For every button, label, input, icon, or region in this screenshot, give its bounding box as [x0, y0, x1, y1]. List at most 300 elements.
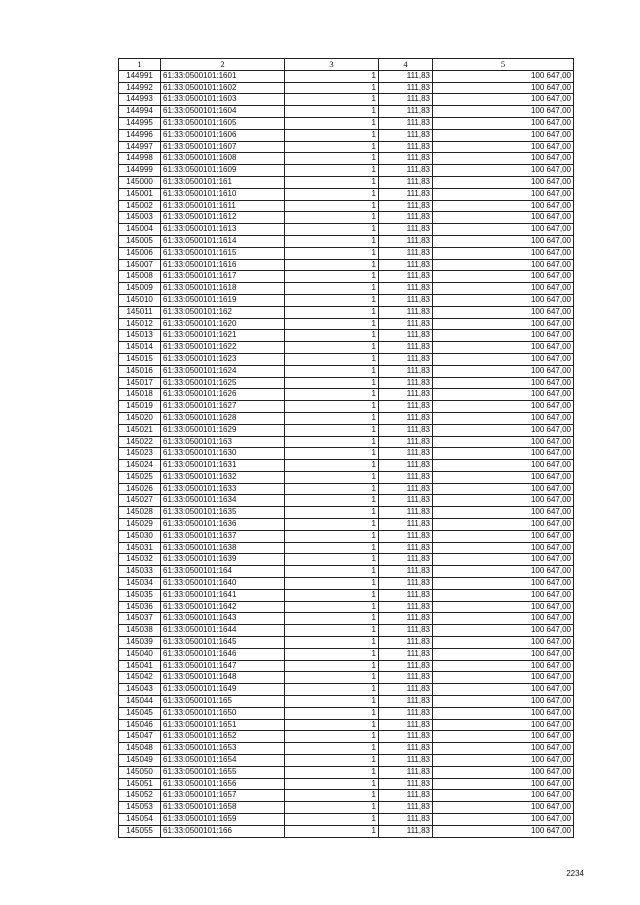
value-cell: 100 647,00: [433, 507, 574, 519]
cadastral-number-cell: 61:33:0500101:161: [161, 176, 285, 188]
area-cell: 111,83: [379, 648, 433, 660]
table-row: [119, 353, 574, 365]
quantity-cell: 1: [285, 483, 379, 495]
area-cell: 111,83: [379, 507, 433, 519]
quantity-cell: 1: [285, 165, 379, 177]
cadastral-number-cell: 61:33:0500101:163: [161, 436, 285, 448]
quantity-cell: 1: [285, 707, 379, 719]
cadastral-number-cell: 61:33:0500101:1616: [161, 259, 285, 271]
cadastral-number-cell: 61:33:0500101:1641: [161, 589, 285, 601]
row-number-cell: 144996: [119, 129, 161, 141]
value-cell: 100 647,00: [433, 471, 574, 483]
area-cell: 111,83: [379, 790, 433, 802]
quantity-cell: 1: [285, 153, 379, 165]
value-cell: 100 647,00: [433, 188, 574, 200]
area-cell: 111,83: [379, 306, 433, 318]
column-header-1: 1: [119, 59, 161, 71]
area-cell: 111,83: [379, 318, 433, 330]
cadastral-number-cell: 61:33:0500101:1612: [161, 212, 285, 224]
cadastral-number-cell: 61:33:0500101:1607: [161, 141, 285, 153]
row-number-cell: 145028: [119, 507, 161, 519]
row-number-cell: 145010: [119, 294, 161, 306]
area-cell: 111,83: [379, 70, 433, 82]
area-cell: 111,83: [379, 377, 433, 389]
value-cell: 100 647,00: [433, 129, 574, 141]
area-cell: 111,83: [379, 696, 433, 708]
area-cell: 111,83: [379, 672, 433, 684]
quantity-cell: 1: [285, 495, 379, 507]
table-row: [119, 507, 574, 519]
table-row: [119, 707, 574, 719]
area-cell: 111,83: [379, 578, 433, 590]
row-number-cell: 145024: [119, 460, 161, 472]
value-cell: 100 647,00: [433, 613, 574, 625]
value-cell: 100 647,00: [433, 802, 574, 814]
cadastral-number-cell: 61:33:0500101:1623: [161, 353, 285, 365]
cadastral-number-cell: 61:33:0500101:1632: [161, 471, 285, 483]
value-cell: 100 647,00: [433, 318, 574, 330]
cadastral-number-cell: 61:33:0500101:1630: [161, 448, 285, 460]
page-number: 2234: [566, 869, 584, 878]
quantity-cell: 1: [285, 637, 379, 649]
quantity-cell: 1: [285, 70, 379, 82]
table-row: [119, 814, 574, 826]
table-row: [119, 342, 574, 354]
row-number-cell: 145052: [119, 790, 161, 802]
value-cell: 100 647,00: [433, 271, 574, 283]
value-cell: 100 647,00: [433, 696, 574, 708]
cadastral-number-cell: 61:33:0500101:165: [161, 696, 285, 708]
table-row: [119, 259, 574, 271]
area-cell: 111,83: [379, 743, 433, 755]
table-row: [119, 589, 574, 601]
column-header-3: 3: [285, 59, 379, 71]
area-cell: 111,83: [379, 353, 433, 365]
table-body: [119, 70, 574, 837]
row-number-cell: 145008: [119, 271, 161, 283]
quantity-cell: 1: [285, 471, 379, 483]
row-number-cell: 145042: [119, 672, 161, 684]
table-row: [119, 330, 574, 342]
value-cell: 100 647,00: [433, 578, 574, 590]
quantity-cell: 1: [285, 672, 379, 684]
quantity-cell: 1: [285, 578, 379, 590]
table-row: [119, 188, 574, 200]
quantity-cell: 1: [285, 106, 379, 118]
value-cell: 100 647,00: [433, 743, 574, 755]
table-row: [119, 660, 574, 672]
quantity-cell: 1: [285, 825, 379, 837]
area-cell: 111,83: [379, 448, 433, 460]
cadastral-number-cell: 61:33:0500101:1627: [161, 401, 285, 413]
cadastral-number-cell: 61:33:0500101:1658: [161, 802, 285, 814]
value-cell: 100 647,00: [433, 235, 574, 247]
cadastral-number-cell: 61:33:0500101:1614: [161, 235, 285, 247]
value-cell: 100 647,00: [433, 117, 574, 129]
table-row: [119, 578, 574, 590]
value-cell: 100 647,00: [433, 259, 574, 271]
table-row: [119, 825, 574, 837]
value-cell: 100 647,00: [433, 825, 574, 837]
row-number-cell: 145033: [119, 566, 161, 578]
cadastral-number-cell: 61:33:0500101:1620: [161, 318, 285, 330]
value-cell: 100 647,00: [433, 306, 574, 318]
quantity-cell: 1: [285, 129, 379, 141]
cadastral-number-cell: 61:33:0500101:1645: [161, 637, 285, 649]
table-row: [119, 117, 574, 129]
row-number-cell: 145009: [119, 283, 161, 295]
area-cell: 111,83: [379, 637, 433, 649]
row-number-cell: 144998: [119, 153, 161, 165]
cadastral-number-cell: 61:33:0500101:1603: [161, 94, 285, 106]
cadastral-number-cell: 61:33:0500101:164: [161, 566, 285, 578]
cadastral-number-cell: 61:33:0500101:1652: [161, 731, 285, 743]
value-cell: 100 647,00: [433, 94, 574, 106]
quantity-cell: 1: [285, 412, 379, 424]
row-number-cell: 144993: [119, 94, 161, 106]
quantity-cell: 1: [285, 660, 379, 672]
table-row: [119, 141, 574, 153]
cadastral-number-cell: 61:33:0500101:166: [161, 825, 285, 837]
row-number-cell: 145051: [119, 778, 161, 790]
table-row: [119, 306, 574, 318]
area-cell: 111,83: [379, 224, 433, 236]
area-cell: 111,83: [379, 778, 433, 790]
area-cell: 111,83: [379, 436, 433, 448]
row-number-cell: 144997: [119, 141, 161, 153]
value-cell: 100 647,00: [433, 412, 574, 424]
area-cell: 111,83: [379, 554, 433, 566]
table-row: [119, 696, 574, 708]
row-number-cell: 145037: [119, 613, 161, 625]
value-cell: 100 647,00: [433, 342, 574, 354]
value-cell: 100 647,00: [433, 790, 574, 802]
row-number-cell: 145001: [119, 188, 161, 200]
quantity-cell: 1: [285, 212, 379, 224]
table-row: [119, 731, 574, 743]
value-cell: 100 647,00: [433, 519, 574, 531]
quantity-cell: 1: [285, 790, 379, 802]
row-number-cell: 145044: [119, 696, 161, 708]
cadastral-number-cell: 61:33:0500101:1647: [161, 660, 285, 672]
cadastral-number-cell: 61:33:0500101:1626: [161, 389, 285, 401]
cadastral-number-cell: 61:33:0500101:1635: [161, 507, 285, 519]
cadastral-number-cell: 61:33:0500101:1617: [161, 271, 285, 283]
quantity-cell: 1: [285, 554, 379, 566]
area-cell: 111,83: [379, 330, 433, 342]
quantity-cell: 1: [285, 401, 379, 413]
table-row: [119, 224, 574, 236]
row-number-cell: 145020: [119, 412, 161, 424]
quantity-cell: 1: [285, 353, 379, 365]
table-row: [119, 318, 574, 330]
value-cell: 100 647,00: [433, 353, 574, 365]
quantity-cell: 1: [285, 519, 379, 531]
table-row: [119, 129, 574, 141]
quantity-cell: 1: [285, 330, 379, 342]
row-number-cell: 145048: [119, 743, 161, 755]
value-cell: 100 647,00: [433, 637, 574, 649]
value-cell: 100 647,00: [433, 106, 574, 118]
row-number-cell: 145050: [119, 766, 161, 778]
row-number-cell: 145013: [119, 330, 161, 342]
row-number-cell: 145029: [119, 519, 161, 531]
cadastral-number-cell: 61:33:0500101:1611: [161, 200, 285, 212]
value-cell: 100 647,00: [433, 530, 574, 542]
cadastral-number-cell: 61:33:0500101:1634: [161, 495, 285, 507]
quantity-cell: 1: [285, 507, 379, 519]
table-row: [119, 82, 574, 94]
area-cell: 111,83: [379, 283, 433, 295]
table-row: [119, 247, 574, 259]
value-cell: 100 647,00: [433, 483, 574, 495]
table-row: [119, 778, 574, 790]
value-cell: 100 647,00: [433, 448, 574, 460]
quantity-cell: 1: [285, 648, 379, 660]
area-cell: 111,83: [379, 460, 433, 472]
cadastral-number-cell: 61:33:0500101:1601: [161, 70, 285, 82]
quantity-cell: 1: [285, 176, 379, 188]
value-cell: 100 647,00: [433, 436, 574, 448]
row-number-cell: 145023: [119, 448, 161, 460]
row-number-cell: 145038: [119, 625, 161, 637]
row-number-cell: 145011: [119, 306, 161, 318]
value-cell: 100 647,00: [433, 648, 574, 660]
area-cell: 111,83: [379, 271, 433, 283]
quantity-cell: 1: [285, 294, 379, 306]
table-row: [119, 412, 574, 424]
cadastral-number-cell: 61:33:0500101:1637: [161, 530, 285, 542]
quantity-cell: 1: [285, 766, 379, 778]
area-cell: 111,83: [379, 566, 433, 578]
row-number-cell: 145030: [119, 530, 161, 542]
row-number-cell: 144994: [119, 106, 161, 118]
table-row: [119, 530, 574, 542]
quantity-cell: 1: [285, 259, 379, 271]
row-number-cell: 145007: [119, 259, 161, 271]
quantity-cell: 1: [285, 306, 379, 318]
quantity-cell: 1: [285, 235, 379, 247]
row-number-cell: 145006: [119, 247, 161, 259]
quantity-cell: 1: [285, 460, 379, 472]
area-cell: 111,83: [379, 212, 433, 224]
area-cell: 111,83: [379, 471, 433, 483]
value-cell: 100 647,00: [433, 283, 574, 295]
cadastral-number-cell: 61:33:0500101:1643: [161, 613, 285, 625]
table-row: [119, 613, 574, 625]
table-row: [119, 106, 574, 118]
quantity-cell: 1: [285, 247, 379, 259]
quantity-cell: 1: [285, 731, 379, 743]
value-cell: 100 647,00: [433, 389, 574, 401]
table-row: [119, 70, 574, 82]
cadastral-number-cell: 61:33:0500101:1655: [161, 766, 285, 778]
row-number-cell: 145031: [119, 542, 161, 554]
quantity-cell: 1: [285, 342, 379, 354]
area-cell: 111,83: [379, 530, 433, 542]
value-cell: 100 647,00: [433, 601, 574, 613]
area-cell: 111,83: [379, 625, 433, 637]
row-number-cell: 145000: [119, 176, 161, 188]
row-number-cell: 145036: [119, 601, 161, 613]
quantity-cell: 1: [285, 566, 379, 578]
cadastral-number-cell: 61:33:0500101:1602: [161, 82, 285, 94]
cadastral-number-cell: 61:33:0500101:1615: [161, 247, 285, 259]
row-number-cell: 144995: [119, 117, 161, 129]
cadastral-number-cell: 61:33:0500101:1609: [161, 165, 285, 177]
area-cell: 111,83: [379, 660, 433, 672]
cadastral-number-cell: 61:33:0500101:1622: [161, 342, 285, 354]
table-row: [119, 377, 574, 389]
cadastral-number-cell: 61:33:0500101:1650: [161, 707, 285, 719]
cadastral-number-cell: 61:33:0500101:1636: [161, 519, 285, 531]
table-row: [119, 200, 574, 212]
quantity-cell: 1: [285, 82, 379, 94]
cadastral-number-cell: 61:33:0500101:162: [161, 306, 285, 318]
area-cell: 111,83: [379, 259, 433, 271]
value-cell: 100 647,00: [433, 778, 574, 790]
quantity-cell: 1: [285, 719, 379, 731]
table-row: [119, 554, 574, 566]
area-cell: 111,83: [379, 82, 433, 94]
cadastral-number-cell: 61:33:0500101:1653: [161, 743, 285, 755]
row-number-cell: 145017: [119, 377, 161, 389]
value-cell: 100 647,00: [433, 330, 574, 342]
table-row: [119, 294, 574, 306]
table-row: [119, 790, 574, 802]
area-cell: 111,83: [379, 719, 433, 731]
cadastral-number-cell: 61:33:0500101:1644: [161, 625, 285, 637]
value-cell: 100 647,00: [433, 660, 574, 672]
area-cell: 111,83: [379, 519, 433, 531]
table-row: [119, 271, 574, 283]
quantity-cell: 1: [285, 589, 379, 601]
area-cell: 111,83: [379, 707, 433, 719]
value-cell: 100 647,00: [433, 212, 574, 224]
area-cell: 111,83: [379, 247, 433, 259]
row-number-cell: 144992: [119, 82, 161, 94]
cadastral-number-cell: 61:33:0500101:1624: [161, 365, 285, 377]
row-number-cell: 145027: [119, 495, 161, 507]
value-cell: 100 647,00: [433, 70, 574, 82]
column-header-2: 2: [161, 59, 285, 71]
table-row: [119, 448, 574, 460]
quantity-cell: 1: [285, 117, 379, 129]
area-cell: 111,83: [379, 176, 433, 188]
quantity-cell: 1: [285, 141, 379, 153]
area-cell: 111,83: [379, 153, 433, 165]
value-cell: 100 647,00: [433, 542, 574, 554]
row-number-cell: 145012: [119, 318, 161, 330]
row-number-cell: 145040: [119, 648, 161, 660]
row-number-cell: 145018: [119, 389, 161, 401]
table-row: [119, 436, 574, 448]
table-row: [119, 424, 574, 436]
table-row: [119, 495, 574, 507]
area-cell: 111,83: [379, 601, 433, 613]
cadastral-number-cell: 61:33:0500101:1640: [161, 578, 285, 590]
area-cell: 111,83: [379, 589, 433, 601]
table-row: [119, 365, 574, 377]
quantity-cell: 1: [285, 743, 379, 755]
cadastral-number-cell: 61:33:0500101:1621: [161, 330, 285, 342]
table-row: [119, 165, 574, 177]
column-header-4: 4: [379, 59, 433, 71]
quantity-cell: 1: [285, 684, 379, 696]
cadastral-number-cell: 61:33:0500101:1657: [161, 790, 285, 802]
area-cell: 111,83: [379, 129, 433, 141]
table-row: [119, 519, 574, 531]
table-row: [119, 542, 574, 554]
row-number-cell: 145032: [119, 554, 161, 566]
area-cell: 111,83: [379, 731, 433, 743]
quantity-cell: 1: [285, 389, 379, 401]
quantity-cell: 1: [285, 188, 379, 200]
value-cell: 100 647,00: [433, 719, 574, 731]
quantity-cell: 1: [285, 542, 379, 554]
value-cell: 100 647,00: [433, 401, 574, 413]
value-cell: 100 647,00: [433, 672, 574, 684]
cadastral-number-cell: 61:33:0500101:1646: [161, 648, 285, 660]
area-cell: 111,83: [379, 365, 433, 377]
area-cell: 111,83: [379, 766, 433, 778]
value-cell: 100 647,00: [433, 684, 574, 696]
area-cell: 111,83: [379, 294, 433, 306]
cadastral-number-cell: 61:33:0500101:1633: [161, 483, 285, 495]
area-cell: 111,83: [379, 483, 433, 495]
cadastral-number-cell: 61:33:0500101:1625: [161, 377, 285, 389]
cadastral-number-cell: 61:33:0500101:1605: [161, 117, 285, 129]
row-number-cell: 144999: [119, 165, 161, 177]
quantity-cell: 1: [285, 613, 379, 625]
quantity-cell: 1: [285, 271, 379, 283]
cadastral-number-cell: 61:33:0500101:1642: [161, 601, 285, 613]
area-cell: 111,83: [379, 825, 433, 837]
table-row: [119, 94, 574, 106]
area-cell: 111,83: [379, 117, 433, 129]
table-row: [119, 766, 574, 778]
value-cell: 100 647,00: [433, 294, 574, 306]
table-row: [119, 471, 574, 483]
quantity-cell: 1: [285, 601, 379, 613]
row-number-cell: 145053: [119, 802, 161, 814]
cadastral-number-cell: 61:33:0500101:1618: [161, 283, 285, 295]
table-row: [119, 153, 574, 165]
cadastral-number-cell: 61:33:0500101:1649: [161, 684, 285, 696]
quantity-cell: 1: [285, 424, 379, 436]
area-cell: 111,83: [379, 424, 433, 436]
quantity-cell: 1: [285, 696, 379, 708]
row-number-cell: 145043: [119, 684, 161, 696]
table-row: [119, 401, 574, 413]
quantity-cell: 1: [285, 377, 379, 389]
row-number-cell: 145054: [119, 814, 161, 826]
row-number-cell: 145035: [119, 589, 161, 601]
table-row: [119, 719, 574, 731]
area-cell: 111,83: [379, 141, 433, 153]
table-row: [119, 743, 574, 755]
row-number-cell: 145026: [119, 483, 161, 495]
area-cell: 111,83: [379, 755, 433, 767]
area-cell: 111,83: [379, 684, 433, 696]
table-row: [119, 460, 574, 472]
area-cell: 111,83: [379, 542, 433, 554]
value-cell: 100 647,00: [433, 589, 574, 601]
value-cell: 100 647,00: [433, 495, 574, 507]
row-number-cell: 145014: [119, 342, 161, 354]
row-number-cell: 144991: [119, 70, 161, 82]
table-row: [119, 176, 574, 188]
